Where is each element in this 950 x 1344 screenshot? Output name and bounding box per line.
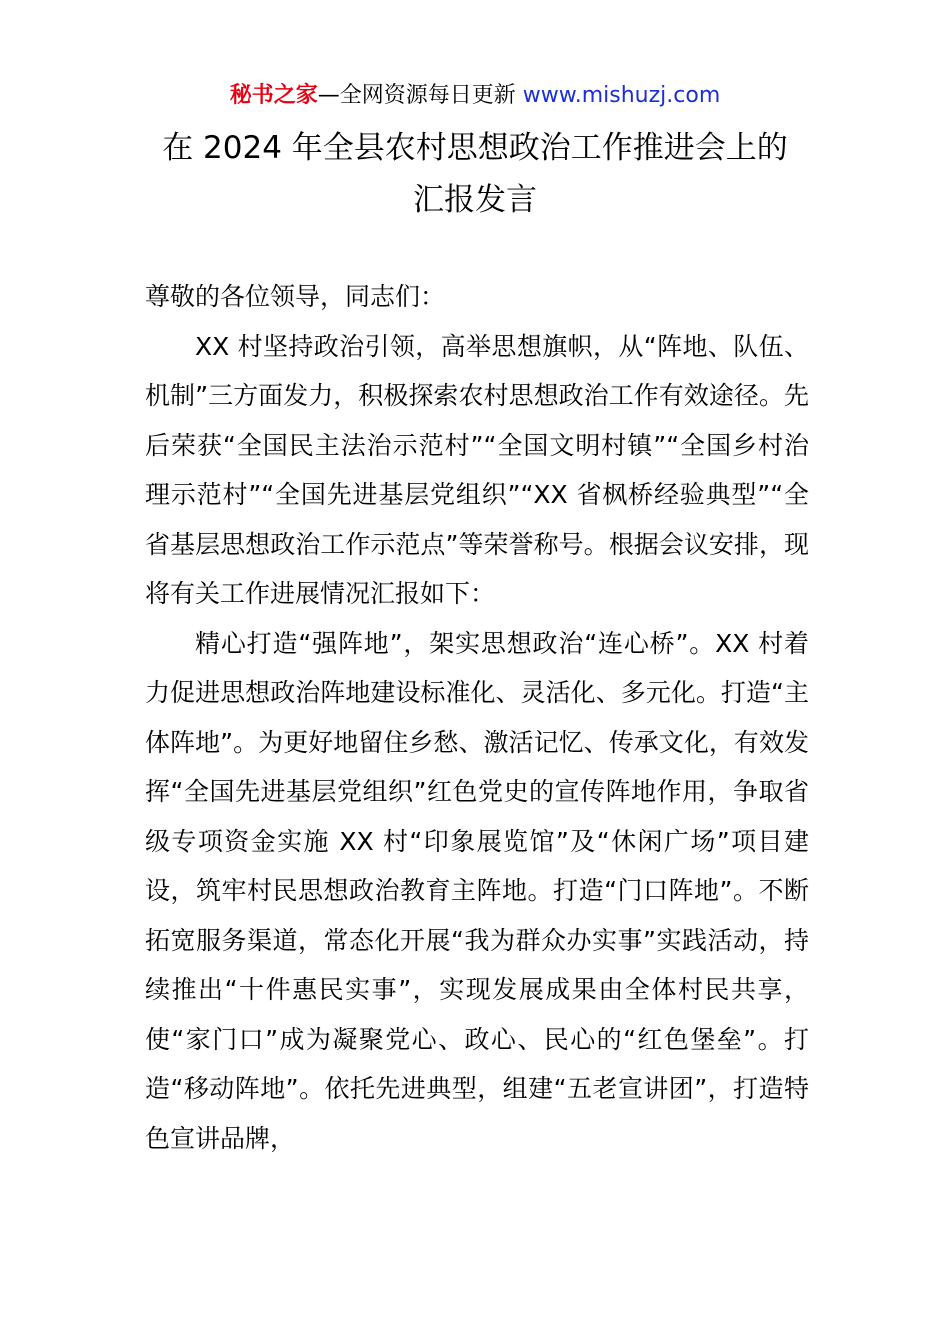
title-line-2: 汇报发言	[413, 182, 537, 218]
site-url-link[interactable]: www.mishuzj.com	[522, 83, 721, 108]
document-title	[0, 122, 950, 226]
site-tagline: —全网资源每日更新	[317, 83, 523, 108]
paragraph-intro: XX 村坚持政治引领，高举思想旗帜，从“阵地、队伍、机制”三方面发力，积极探索农村思想政治工作有效途径。先后荣获“全国民主法治示范村”“全国文明村镇”“全国乡村治理示范村”“全国先进基层党组织”“XX 省枫桥经验典型”“全省基层思想政治工作示范点”等荣誉称号。根据会议安排，现将有关工作进展情况汇报如下：	[145, 331, 809, 608]
site-header	[0, 80, 950, 112]
title-line-1: 在 2024 年全县农村思想政治工作推进会上的	[162, 130, 788, 166]
document-body	[145, 272, 809, 1163]
paragraph-positions: 精心打造“强阵地”，架实思想政治“连心桥”。XX 村着力促进思想政治阵地建设标准化、灵活化、多元化。打造“主体阵地”。为更好地留住乡愁、激活记忆、传承文化，有效发挥“全国先进基层党组织”红色党史的宣传阵地作用，争取省级专项资金实施 XX 村“印象展览馆”及“休闲广场”项目建设，筑牢村民思想政治教育主阵地。打造“门口阵地”。不断拓宽服务渠道，常态化开展“我为群众办实事”实践活动，持续推出“十件惠民实事”，实现发展成果由全体村民共享，使“家门口”成为凝聚党心、政心、民心的“红色堡垒”。打造“移动阵地”。依托先进典型，组建“五老宣讲团”，打造特色宣讲品牌，	[145, 628, 809, 1153]
salutation: 尊敬的各位领导，同志们：	[145, 282, 446, 311]
site-brand: 秘书之家	[229, 83, 318, 108]
